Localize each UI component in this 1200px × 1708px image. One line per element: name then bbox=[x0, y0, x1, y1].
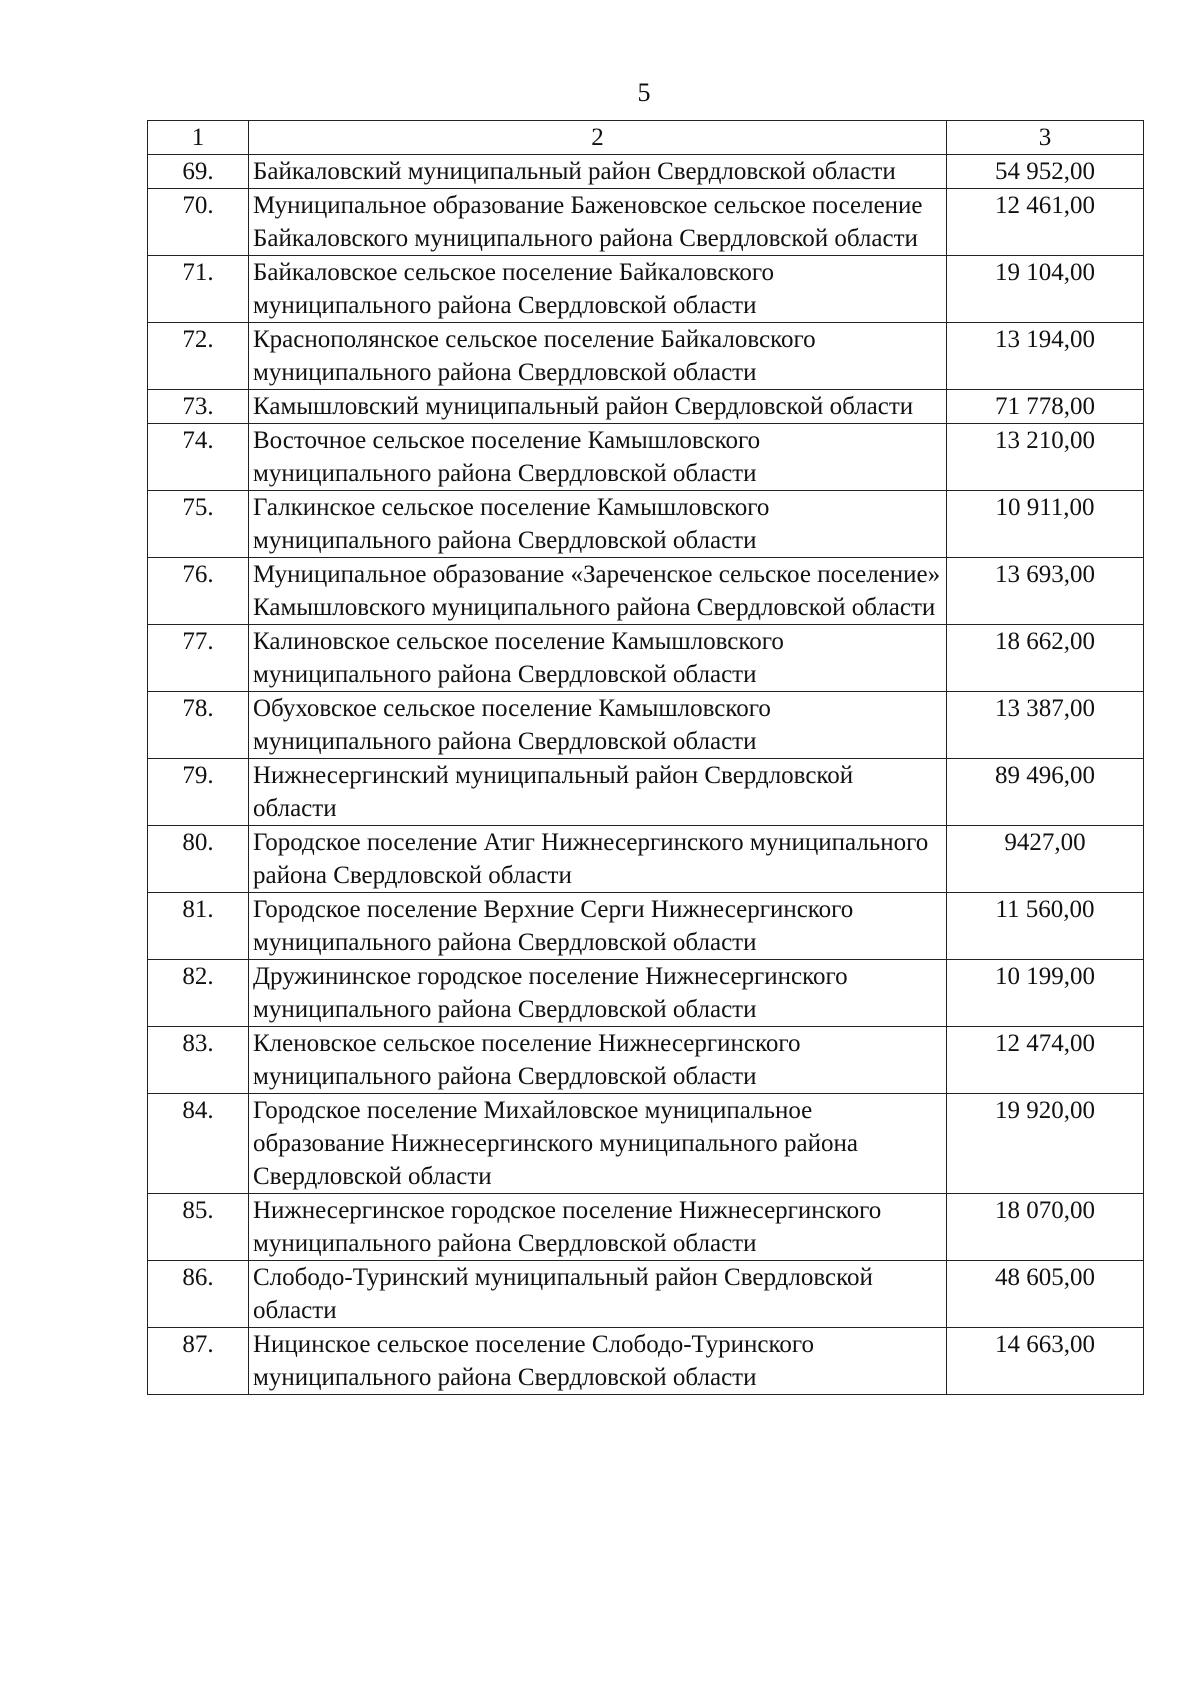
amount-value: 10 199,00 bbox=[947, 960, 1144, 1027]
amount-value: 14 663,00 bbox=[947, 1328, 1144, 1395]
row-number: 80. bbox=[148, 826, 249, 893]
row-number: 71. bbox=[148, 256, 249, 323]
municipality-name: Камышловский муниципальный район Свердловской области bbox=[249, 390, 947, 424]
column-header-2: 2 bbox=[249, 121, 947, 155]
row-number: 87. bbox=[148, 1328, 249, 1395]
row-number: 78. bbox=[148, 692, 249, 759]
amount-value: 13 693,00 bbox=[947, 558, 1144, 625]
municipality-name: Байкаловский муниципальный район Свердловской области bbox=[249, 155, 947, 189]
amount-value: 10 911,00 bbox=[947, 491, 1144, 558]
municipality-name: Байкаловское сельское поселение Байкаловского муниципального района Свердловской области bbox=[249, 256, 947, 323]
municipality-name: Восточное сельское поселение Камышловского муниципального района Свердловской области bbox=[249, 424, 947, 491]
amount-value: 19 920,00 bbox=[947, 1094, 1144, 1194]
amount-value: 89 496,00 bbox=[947, 759, 1144, 826]
row-number: 70. bbox=[148, 189, 249, 256]
table-row bbox=[148, 390, 1144, 424]
amount-value: 54 952,00 bbox=[947, 155, 1144, 189]
municipality-name: Калиновское сельское поселение Камышловского муниципального района Свердловской области bbox=[249, 625, 947, 692]
municipality-name: Дружининское городское поселение Нижнесергинского муниципального района Свердловской области bbox=[249, 960, 947, 1027]
municipality-name: Нижнесергинский муниципальный район Свердловской области bbox=[249, 759, 947, 826]
amount-value: 13 194,00 bbox=[947, 323, 1144, 390]
table-row bbox=[148, 558, 1144, 625]
amount-value: 12 461,00 bbox=[947, 189, 1144, 256]
table-row bbox=[148, 692, 1144, 759]
row-number: 85. bbox=[148, 1194, 249, 1261]
table-row bbox=[148, 424, 1144, 491]
table-row bbox=[148, 1027, 1144, 1094]
table-row bbox=[148, 625, 1144, 692]
municipality-name: Городское поселение Атиг Нижнесергинского муниципального района Свердловской области bbox=[249, 826, 947, 893]
table-row bbox=[148, 323, 1144, 390]
column-header-1: 1 bbox=[148, 121, 249, 155]
row-number: 79. bbox=[148, 759, 249, 826]
row-number: 77. bbox=[148, 625, 249, 692]
amount-value: 12 474,00 bbox=[947, 1027, 1144, 1094]
municipality-name: Слободо-Туринский муниципальный район Свердловской области bbox=[249, 1261, 947, 1328]
amount-value: 48 605,00 bbox=[947, 1261, 1144, 1328]
amount-value: 11 560,00 bbox=[947, 893, 1144, 960]
table-row bbox=[148, 960, 1144, 1027]
row-number: 69. bbox=[148, 155, 249, 189]
allocation-table bbox=[147, 120, 1144, 1395]
municipality-name: Городское поселение Верхние Серги Нижнесергинского муниципального района Свердловской области bbox=[249, 893, 947, 960]
municipality-name: Муниципальное образование Баженовское сельское поселение Байкаловского муниципального района Свердловской области bbox=[249, 189, 947, 256]
table-row bbox=[148, 826, 1144, 893]
amount-value: 13 210,00 bbox=[947, 424, 1144, 491]
municipality-name: Краснополянское сельское поселение Байкаловского муниципального района Свердловской области bbox=[249, 323, 947, 390]
row-number: 75. bbox=[148, 491, 249, 558]
row-number: 76. bbox=[148, 558, 249, 625]
table-row bbox=[148, 759, 1144, 826]
table-row bbox=[148, 189, 1144, 256]
amount-value: 18 662,00 bbox=[947, 625, 1144, 692]
municipality-name: Нижнесергинское городское поселение Нижнесергинского муниципального района Свердловской области bbox=[249, 1194, 947, 1261]
table-row bbox=[148, 1328, 1144, 1395]
table-row bbox=[148, 256, 1144, 323]
amount-value: 71 778,00 bbox=[947, 390, 1144, 424]
row-number: 84. bbox=[148, 1094, 249, 1194]
amount-value: 19 104,00 bbox=[947, 256, 1144, 323]
table-row bbox=[148, 1261, 1144, 1328]
row-number: 73. bbox=[148, 390, 249, 424]
municipality-name: Городское поселение Михайловское муниципальное образование Нижнесергинского муниципального района Свердловской области bbox=[249, 1094, 947, 1194]
table-row bbox=[148, 1194, 1144, 1261]
table-row bbox=[148, 893, 1144, 960]
row-number: 72. bbox=[148, 323, 249, 390]
municipality-name: Обуховское сельское поселение Камышловского муниципального района Свердловской области bbox=[249, 692, 947, 759]
amount-value: 9427,00 bbox=[947, 826, 1144, 893]
table-row bbox=[148, 491, 1144, 558]
amount-value: 13 387,00 bbox=[947, 692, 1144, 759]
municipality-name: Ницинское сельское поселение Слободо-Туринского муниципального района Свердловской области bbox=[249, 1328, 947, 1395]
table-header-row bbox=[148, 121, 1144, 155]
municipality-name: Галкинское сельское поселение Камышловского муниципального района Свердловской области bbox=[249, 491, 947, 558]
column-header-3: 3 bbox=[947, 121, 1144, 155]
municipality-name: Муниципальное образование «Зареченское сельское поселение» Камышловского муниципального района Свердловской области bbox=[249, 558, 947, 625]
municipality-name: Кленовское сельское поселение Нижнесергинского муниципального района Свердловской области bbox=[249, 1027, 947, 1094]
row-number: 74. bbox=[148, 424, 249, 491]
amount-value: 18 070,00 bbox=[947, 1194, 1144, 1261]
page-number: 5 bbox=[637, 78, 651, 107]
row-number: 86. bbox=[148, 1261, 249, 1328]
table-row bbox=[148, 1094, 1144, 1194]
row-number: 81. bbox=[148, 893, 249, 960]
table-row bbox=[148, 155, 1144, 189]
row-number: 82. bbox=[148, 960, 249, 1027]
row-number: 83. bbox=[148, 1027, 249, 1094]
